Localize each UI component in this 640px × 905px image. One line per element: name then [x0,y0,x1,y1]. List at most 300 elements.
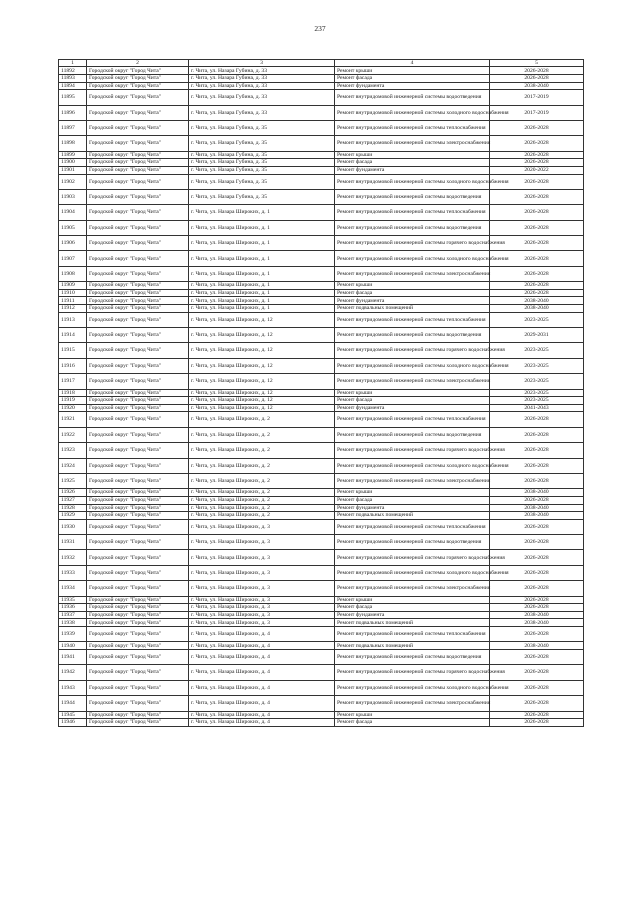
cell-work-type: Ремонт внутридомовой инженерной системы водоотведения [335,535,490,550]
table-row [59,397,584,405]
cell-number: 11930 [59,519,87,534]
cell-address: г. Чита, ул. Назара Широких, д. 1 [189,251,335,266]
cell-work-type: Ремонт внутридомовой инженерной системы холодного водоснабжения [335,174,490,189]
cell-number: 11909 [59,282,87,290]
cell-number: 11923 [59,443,87,458]
table-row [59,189,584,204]
cell-period: 2038-2040 [490,512,584,520]
cell-number: 11904 [59,205,87,220]
cell-address: г. Чита, ул. Назара Широких, д. 12 [189,374,335,389]
cell-address: г. Чита, ул. Назара Широких, д. 2 [189,427,335,442]
cell-work-type: Ремонт внутридомовой инженерной системы водоотведения [335,90,490,105]
table-row [59,289,584,297]
table-row [59,512,584,520]
cell-number: 11911 [59,297,87,305]
header-col-1: 1 [59,60,87,67]
table-row [59,136,584,151]
table-row [59,473,584,488]
cell-address: г. Чита, ул. Назара Широких, д. 1 [189,305,335,313]
cell-number: 11929 [59,512,87,520]
cell-number: 11902 [59,174,87,189]
cell-municipality: Городской округ "Город Чита" [87,604,189,612]
cell-municipality: Городской округ "Город Чита" [87,619,189,627]
cell-number: 11931 [59,535,87,550]
cell-municipality: Городской округ "Город Чита" [87,90,189,105]
cell-work-type: Ремонт внутридомовой инженерной системы водоотведения [335,189,490,204]
cell-municipality: Городской округ "Город Чита" [87,343,189,358]
cell-number: 11916 [59,358,87,373]
cell-period: 2026-2028 [490,159,584,167]
cell-number: 11900 [59,159,87,167]
cell-work-type: Ремонт внутридомовой инженерной системы теплоснабжения [335,519,490,534]
table-row [59,596,584,604]
cell-period: 2026-2028 [490,596,584,604]
cell-municipality: Городской округ "Город Чита" [87,289,189,297]
cell-work-type: Ремонт фасада [335,496,490,504]
table-row [59,404,584,412]
cell-address: г. Чита, ул. Назара Широких, д. 3 [189,581,335,596]
cell-municipality: Городской округ "Город Чита" [87,650,189,665]
cell-municipality: Городской округ "Город Чита" [87,473,189,488]
cell-municipality: Городской округ "Город Чита" [87,266,189,281]
table-body [59,67,584,726]
cell-period: 2023-2025 [490,374,584,389]
cell-number: 11918 [59,389,87,397]
cell-address: г. Чита, ул. Назара Широких, д. 4 [189,642,335,650]
cell-municipality: Городской округ "Город Чита" [87,565,189,580]
cell-work-type: Ремонт внутридомовой инженерной системы теплоснабжения [335,120,490,135]
cell-work-type: Ремонт фундамента [335,404,490,412]
cell-number: 11946 [59,719,87,727]
table-row [59,458,584,473]
cell-municipality: Городской округ "Город Чита" [87,205,189,220]
cell-period: 2026-2028 [490,174,584,189]
table-row [59,328,584,343]
cell-period: 2026-2028 [490,443,584,458]
cell-municipality: Городской округ "Город Чита" [87,151,189,159]
cell-period: 2026-2028 [490,473,584,488]
cell-work-type: Ремонт фундамента [335,504,490,512]
cell-municipality: Городской округ "Город Чита" [87,397,189,405]
cell-address: г. Чита, ул. Назара Широких, д. 2 [189,458,335,473]
table-row [59,305,584,313]
cell-address: г. Чита, ул. Назара Широких, д. 1 [189,266,335,281]
table-row [59,159,584,167]
table-row [59,642,584,650]
cell-work-type: Ремонт фасада [335,159,490,167]
cell-number: 11899 [59,151,87,159]
cell-period: 2026-2028 [490,458,584,473]
cell-address: г. Чита, ул. Назара Широких, д. 3 [189,604,335,612]
cell-municipality: Городской округ "Город Чита" [87,159,189,167]
cell-period: 2026-2028 [490,236,584,251]
cell-period: 2026-2028 [490,205,584,220]
cell-address: г. Чита, ул. Назара Широких, д. 4 [189,711,335,719]
cell-address: г. Чита, ул. Назара Широких, д. 12 [189,328,335,343]
table-row [59,619,584,627]
cell-period: 2038-2040 [490,489,584,497]
cell-address: г. Чита, ул. Назара Губина, д. 35 [189,159,335,167]
cell-period: 2026-2028 [490,680,584,695]
cell-address: г. Чита, ул. Назара Широких, д. 3 [189,519,335,534]
page-number: 237 [314,24,326,33]
cell-period: 2023-2025 [490,389,584,397]
cell-address: г. Чита, ул. Назара Широких, д. 4 [189,696,335,711]
cell-period: 2017-2019 [490,105,584,120]
cell-municipality: Городской округ "Город Чита" [87,82,189,90]
table-row [59,427,584,442]
header-row [59,60,584,67]
cell-period: 2026-2028 [490,496,584,504]
cell-municipality: Городской округ "Город Чита" [87,611,189,619]
table-row [59,90,584,105]
cell-number: 11945 [59,711,87,719]
cell-period: 2026-2028 [490,67,584,75]
cell-period: 2026-2028 [490,151,584,159]
table-row [59,374,584,389]
cell-address: г. Чита, ул. Назара Губина, д. 35 [189,136,335,151]
cell-address: г. Чита, ул. Назара Широких, д. 4 [189,680,335,695]
cell-work-type: Ремонт внутридомовой инженерной системы водоотведения [335,650,490,665]
table-row [59,343,584,358]
cell-number: 11920 [59,404,87,412]
header-col-2: 2 [87,60,189,67]
cell-address: г. Чита, ул. Назара Широких, д. 3 [189,619,335,627]
cell-number: 11938 [59,619,87,627]
cell-address: г. Чита, ул. Назара Широких, д. 1 [189,297,335,305]
cell-work-type: Ремонт фундамента [335,82,490,90]
cell-address: г. Чита, ул. Назара Губина, д. 33 [189,82,335,90]
cell-work-type: Ремонт подвальных помещений [335,512,490,520]
cell-period: 2026-2028 [490,565,584,580]
table-row [59,581,584,596]
cell-number: 11937 [59,611,87,619]
cell-municipality: Городской округ "Город Чита" [87,404,189,412]
cell-municipality: Городской округ "Город Чита" [87,67,189,75]
cell-address: г. Чита, ул. Назара Широких, д. 4 [189,719,335,727]
cell-period: 2026-2028 [490,427,584,442]
table-row [59,565,584,580]
table-row [59,166,584,174]
cell-work-type: Ремонт крыши [335,151,490,159]
header-col-5: 5 [490,60,584,67]
cell-municipality: Городской округ "Город Чита" [87,305,189,313]
cell-work-type: Ремонт внутридомовой инженерной системы водоотведения [335,328,490,343]
cell-work-type: Ремонт внутридомовой инженерной системы холодного водоснабжения [335,105,490,120]
cell-municipality: Городской округ "Город Чита" [87,665,189,680]
cell-period: 2026-2028 [490,696,584,711]
cell-address: г. Чита, ул. Назара Широких, д. 3 [189,596,335,604]
cell-work-type: Ремонт внутридомовой инженерной системы теплоснабжения [335,627,490,642]
cell-municipality: Городской округ "Город Чита" [87,458,189,473]
cell-number: 11907 [59,251,87,266]
table-row [59,67,584,75]
table-row [59,312,584,327]
table-row [59,297,584,305]
table-row [59,236,584,251]
table-row [59,251,584,266]
cell-municipality: Городской округ "Город Чита" [87,74,189,82]
table-row [59,412,584,427]
cell-address: г. Чита, ул. Назара Широких, д. 12 [189,358,335,373]
cell-municipality: Городской округ "Город Чита" [87,136,189,151]
cell-work-type: Ремонт внутридомовой инженерной системы холодного водоснабжения [335,358,490,373]
cell-period: 2026-2028 [490,189,584,204]
cell-work-type: Ремонт крыши [335,489,490,497]
cell-address: г. Чита, ул. Назара Широких, д. 12 [189,397,335,405]
cell-address: г. Чита, ул. Назара Широких, д. 12 [189,404,335,412]
cell-number: 11925 [59,473,87,488]
table-row [59,105,584,120]
table-row [59,504,584,512]
cell-work-type: Ремонт внутридомовой инженерной системы холодного водоснабжения [335,680,490,695]
cell-address: г. Чита, ул. Назара Губина, д. 35 [189,189,335,204]
cell-municipality: Городской округ "Город Чита" [87,120,189,135]
cell-address: г. Чита, ул. Назара Широких, д. 12 [189,389,335,397]
cell-address: г. Чита, ул. Назара Широких, д. 1 [189,205,335,220]
cell-work-type: Ремонт крыши [335,282,490,290]
table-row [59,489,584,497]
cell-address: г. Чита, ул. Назара Губина, д. 33 [189,74,335,82]
cell-municipality: Городской округ "Город Чита" [87,504,189,512]
cell-period: 2020-2022 [490,166,584,174]
cell-municipality: Городской округ "Город Чита" [87,496,189,504]
cell-work-type: Ремонт фундамента [335,297,490,305]
cell-number: 11910 [59,289,87,297]
cell-number: 11941 [59,650,87,665]
cell-address: г. Чита, ул. Назара Широких, д. 4 [189,650,335,665]
header-col-3: 3 [189,60,335,67]
cell-period: 2026-2028 [490,519,584,534]
cell-number: 11936 [59,604,87,612]
cell-work-type: Ремонт фасада [335,604,490,612]
cell-work-type: Ремонт внутридомовой инженерной системы электроснабжения [335,581,490,596]
table-row [59,174,584,189]
cell-number: 11917 [59,374,87,389]
table-row [59,389,584,397]
cell-period: 2023-2025 [490,312,584,327]
cell-period: 2029-2031 [490,328,584,343]
cell-municipality: Городской округ "Город Чита" [87,312,189,327]
cell-number: 11940 [59,642,87,650]
cell-number: 11944 [59,696,87,711]
cell-number: 11924 [59,458,87,473]
cell-period: 2038-2040 [490,642,584,650]
cell-period: 2026-2028 [490,650,584,665]
cell-period: 2026-2028 [490,627,584,642]
cell-municipality: Городской округ "Город Чита" [87,719,189,727]
cell-number: 11928 [59,504,87,512]
cell-period: 2038-2040 [490,297,584,305]
cell-work-type: Ремонт внутридомовой инженерной системы холодного водоснабжения [335,458,490,473]
cell-municipality: Городской округ "Город Чита" [87,297,189,305]
table-row [59,519,584,534]
table-row [59,680,584,695]
cell-work-type: Ремонт внутридомовой инженерной системы электроснабжения [335,136,490,151]
cell-municipality: Городской округ "Город Чита" [87,374,189,389]
cell-number: 11897 [59,120,87,135]
cell-number: 11908 [59,266,87,281]
table-row [59,358,584,373]
cell-municipality: Городской округ "Город Чита" [87,389,189,397]
cell-work-type: Ремонт внутридомовой инженерной системы электроснабжения [335,374,490,389]
table-row [59,220,584,235]
cell-municipality: Городской округ "Город Чита" [87,251,189,266]
cell-period: 2026-2028 [490,289,584,297]
cell-municipality: Городской округ "Город Чита" [87,711,189,719]
cell-number: 11914 [59,328,87,343]
cell-number: 11943 [59,680,87,695]
table-row [59,719,584,727]
cell-address: г. Чита, ул. Назара Широких, д. 12 [189,343,335,358]
cell-address: г. Чита, ул. Назара Широких, д. 1 [189,220,335,235]
cell-address: г. Чита, ул. Назара Широких, д. 2 [189,489,335,497]
cell-municipality: Городской округ "Город Чита" [87,535,189,550]
cell-period: 2026-2028 [490,581,584,596]
cell-period: 2023-2025 [490,343,584,358]
cell-number: 11919 [59,397,87,405]
table-row [59,604,584,612]
cell-number: 11905 [59,220,87,235]
cell-number: 11935 [59,596,87,604]
cell-municipality: Городской округ "Город Чита" [87,427,189,442]
cell-municipality: Городской округ "Город Чита" [87,696,189,711]
cell-period: 2026-2028 [490,282,584,290]
cell-municipality: Городской округ "Город Чита" [87,174,189,189]
cell-work-type: Ремонт внутридомовой инженерной системы горячего водоснабжения [335,550,490,565]
cell-address: г. Чита, ул. Назара Широких, д. 4 [189,665,335,680]
cell-work-type: Ремонт внутридомовой инженерной системы теплоснабжения [335,312,490,327]
cell-address: г. Чита, ул. Назара Губина, д. 35 [189,166,335,174]
cell-address: г. Чита, ул. Назара Широких, д. 2 [189,443,335,458]
cell-work-type: Ремонт подвальных помещений [335,619,490,627]
cell-work-type: Ремонт внутридомовой инженерной системы водоотведения [335,427,490,442]
cell-period: 2026-2028 [490,535,584,550]
table-row [59,496,584,504]
cell-period: 2026-2028 [490,266,584,281]
cell-address: г. Чита, ул. Назара Широких, д. 2 [189,473,335,488]
cell-period: 2038-2040 [490,619,584,627]
cell-municipality: Городской округ "Город Чита" [87,581,189,596]
cell-work-type: Ремонт внутридомовой инженерной системы теплоснабжения [335,205,490,220]
cell-address: г. Чита, ул. Назара Широких, д. 2 [189,512,335,520]
table-row [59,535,584,550]
cell-municipality: Городской округ "Город Чита" [87,489,189,497]
cell-address: г. Чита, ул. Назара Широких, д. 1 [189,236,335,251]
cell-period: 2026-2028 [490,251,584,266]
cell-municipality: Городской округ "Город Чита" [87,412,189,427]
cell-work-type: Ремонт внутридомовой инженерной системы электроснабжения [335,266,490,281]
cell-number: 11894 [59,82,87,90]
cell-municipality: Городской округ "Город Чита" [87,519,189,534]
cell-municipality: Городской округ "Город Чита" [87,220,189,235]
cell-work-type: Ремонт внутридомовой инженерной системы горячего водоснабжения [335,236,490,251]
cell-number: 11933 [59,565,87,580]
cell-number: 11903 [59,189,87,204]
cell-number: 11912 [59,305,87,313]
cell-number: 11893 [59,74,87,82]
cell-number: 11906 [59,236,87,251]
cell-number: 11901 [59,166,87,174]
cell-work-type: Ремонт крыши [335,67,490,75]
table-row [59,74,584,82]
table-row [59,550,584,565]
cell-municipality: Городской округ "Город Чита" [87,189,189,204]
cell-municipality: Городской округ "Город Чита" [87,236,189,251]
cell-work-type: Ремонт внутридомовой инженерной системы горячего водоснабжения [335,665,490,680]
table-row [59,443,584,458]
table-row [59,205,584,220]
cell-address: г. Чита, ул. Назара Широких, д. 3 [189,611,335,619]
cell-number: 11898 [59,136,87,151]
repair-schedule-table [58,59,584,727]
cell-address: г. Чита, ул. Назара Губина, д. 33 [189,105,335,120]
cell-period: 2026-2028 [490,719,584,727]
table-row [59,696,584,711]
cell-address: г. Чита, ул. Назара Широких, д. 3 [189,550,335,565]
cell-address: г. Чита, ул. Назара Губина, д. 35 [189,120,335,135]
table-row [59,82,584,90]
cell-municipality: Городской округ "Город Чита" [87,358,189,373]
cell-number: 11896 [59,105,87,120]
cell-number: 11932 [59,550,87,565]
cell-work-type: Ремонт крыши [335,596,490,604]
cell-period: 2026-2028 [490,220,584,235]
cell-work-type: Ремонт внутридомовой инженерной системы холодного водоснабжения [335,251,490,266]
table-row [59,665,584,680]
table-header [59,60,584,67]
cell-number: 11922 [59,427,87,442]
cell-address: г. Чита, ул. Назара Широких, д. 4 [189,627,335,642]
cell-address: г. Чита, ул. Назара Широких, д. 2 [189,496,335,504]
cell-address: г. Чита, ул. Назара Губина, д. 33 [189,90,335,105]
cell-address: г. Чита, ул. Назара Широких, д. 3 [189,565,335,580]
cell-address: г. Чита, ул. Назара Широких, д. 3 [189,535,335,550]
cell-period: 2026-2028 [490,550,584,565]
cell-work-type: Ремонт крыши [335,711,490,719]
cell-work-type: Ремонт внутридомовой инженерной системы электроснабжения [335,473,490,488]
cell-number: 11939 [59,627,87,642]
cell-address: г. Чита, ул. Назара Широких, д. 2 [189,504,335,512]
cell-period: 2026-2028 [490,120,584,135]
cell-number: 11892 [59,67,87,75]
cell-period: 2038-2040 [490,82,584,90]
cell-work-type: Ремонт фасада [335,719,490,727]
cell-municipality: Городской округ "Город Чита" [87,328,189,343]
cell-municipality: Городской округ "Город Чита" [87,627,189,642]
cell-address: г. Чита, ул. Назара Губина, д. 35 [189,151,335,159]
cell-period: 2026-2028 [490,412,584,427]
cell-address: г. Чита, ул. Назара Губина, д. 33 [189,67,335,75]
cell-period: 2017-2019 [490,90,584,105]
cell-address: г. Чита, ул. Назара Губина, д. 35 [189,174,335,189]
cell-period: 2026-2028 [490,136,584,151]
table-row [59,151,584,159]
cell-municipality: Городской округ "Город Чита" [87,512,189,520]
header-col-4: 4 [335,60,490,67]
cell-municipality: Городской округ "Город Чита" [87,443,189,458]
cell-period: 2026-2028 [490,711,584,719]
cell-number: 11913 [59,312,87,327]
cell-address: г. Чита, ул. Назара Широких, д. 1 [189,282,335,290]
cell-number: 11942 [59,665,87,680]
cell-work-type: Ремонт внутридомовой инженерной системы водоотведения [335,220,490,235]
cell-period: 2041-2043 [490,404,584,412]
cell-municipality: Городской округ "Город Чита" [87,596,189,604]
cell-period: 2026-2028 [490,665,584,680]
cell-address: г. Чита, ул. Назара Широких, д. 1 [189,289,335,297]
table-row [59,650,584,665]
